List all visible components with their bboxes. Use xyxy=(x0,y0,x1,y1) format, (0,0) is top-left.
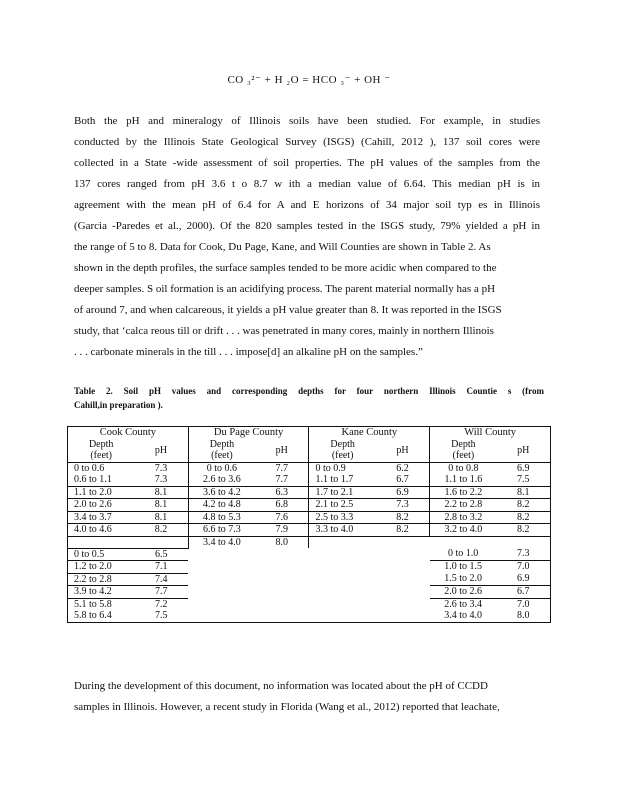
table-row xyxy=(68,586,551,599)
paragraph-line: 137 cores ranged from pH 3.6 t o 8.7 w ith a median value of 6.64. This median pH is in xyxy=(74,178,540,190)
table-cell: 6.5 xyxy=(134,548,188,561)
paragraph-line: study, that ‘calca reous till or drift . . . was penetrated in many cores, mainly in northern Illinois xyxy=(74,325,494,337)
paragraph-line: . . . carbonate minerals in the till . . . impose[d] an alkaline pH on the samples.” xyxy=(74,346,423,358)
table-cell xyxy=(255,573,309,586)
table-cell xyxy=(309,548,376,561)
table-cell: 3.2 to 4.0 xyxy=(430,524,497,537)
paragraph-line: (Garcia -Paredes et al., 2000). Of the 820 samples tested in the ISGS study, 79% yielded a pH in xyxy=(74,220,540,232)
table-cell: 3.6 to 4.2 xyxy=(188,486,255,499)
table-cell xyxy=(188,561,255,574)
county-header-kane: Kane County xyxy=(309,427,430,439)
table-cell: 6.7 xyxy=(497,586,551,599)
table-row xyxy=(68,486,551,499)
table-row xyxy=(68,474,551,486)
county-header-cook: Cook County xyxy=(68,427,189,439)
table-cell: 7.0 xyxy=(497,561,551,574)
paragraph-line: samples in Illinois. However, a recent study in Florida (Wang et al., 2012) reported that leachate, xyxy=(74,701,500,713)
table-cell xyxy=(255,548,309,561)
soil-ph-table xyxy=(67,426,551,623)
table-cell xyxy=(188,586,255,599)
table-cell: 1.1 to 2.0 xyxy=(68,486,135,499)
paragraph-line: deeper samples. S oil formation is an acidifying process. The parent material normally has a pH xyxy=(74,283,496,295)
table-cell: 6.6 to 7.3 xyxy=(188,524,255,537)
table-cell xyxy=(309,586,376,599)
table-row xyxy=(68,499,551,512)
table-cell xyxy=(376,573,430,586)
table-cell: 7.5 xyxy=(497,474,551,486)
paragraph-soil-ph xyxy=(74,111,540,363)
table-cell xyxy=(255,598,309,610)
paragraph-line: Both the pH and mineralogy of Illinois soils have been studied. For example, in studies xyxy=(74,115,540,127)
table-cell: 8.1 xyxy=(134,511,188,524)
table-cell: 1.0 to 1.5 xyxy=(430,561,497,574)
table-cell: 6.7 xyxy=(396,474,409,485)
table-cell: 6.2 xyxy=(376,462,430,474)
table-cell: 8.2 xyxy=(497,511,551,524)
paragraph-line: shown in the depth profiles, the surface samples tended to be more acidic when compared to the xyxy=(74,262,497,274)
table-cell xyxy=(376,536,430,548)
table-cell xyxy=(376,610,430,622)
table-cell: 1.2 to 2.0 xyxy=(68,561,135,574)
ph-header: pH xyxy=(275,444,288,456)
table-row xyxy=(68,573,551,586)
paragraph-line: the range of 5 to 8. Data for Cook, Du Page, Kane, and Will Counties are shown in Table 2. As xyxy=(74,241,491,253)
table-cell: 8.1 xyxy=(134,486,188,499)
table-cell xyxy=(188,610,255,622)
table-cell: 8.1 xyxy=(497,486,551,499)
table-row xyxy=(68,511,551,524)
table-cell: 3.3 to 4.0 xyxy=(309,524,376,537)
depth-header: Depth (feet) xyxy=(68,439,135,463)
table-cell: 3.4 to 4.0 xyxy=(188,536,255,548)
table-cell: 4.8 to 5.3 xyxy=(188,511,255,524)
table-cell: 6.9 xyxy=(497,462,551,474)
chemical-equation: CO ₃²⁻ + H ₂O = HCO ₃⁻ + OH ⁻ xyxy=(227,74,391,86)
table-row xyxy=(68,598,551,610)
table-cell: 2.1 to 2.5 xyxy=(309,499,376,512)
table-cell xyxy=(430,536,497,548)
table-cell xyxy=(309,536,376,548)
table-cell: 2.5 to 3.3 xyxy=(309,511,376,524)
paragraph-line: During the development of this document, no information was located about the pH of CCDD xyxy=(74,680,488,692)
table-cell: 0.6 to 1.1 xyxy=(68,474,135,486)
paragraph-line: of around 7, and when calcareous, it yields a pH value greater than 8. It was reported in the ISGS xyxy=(74,304,502,316)
table-cell xyxy=(188,598,255,610)
table-cell: 2.0 to 2.6 xyxy=(430,586,497,599)
table-cell xyxy=(309,598,376,610)
table-cell: 8.1 xyxy=(154,499,168,510)
table-cell: 8.0 xyxy=(275,536,289,548)
table-cell: 5.8 to 6.4 xyxy=(68,610,135,622)
table-cell xyxy=(255,610,309,622)
table-row xyxy=(68,610,551,622)
table-cell: 7.6 xyxy=(255,511,309,524)
table-cell: 8.0 xyxy=(497,610,551,622)
table-cell: 3.9 to 4.2 xyxy=(68,586,135,599)
county-header-dupage: Du Page County xyxy=(188,427,309,439)
table-cell: 0 to 0.9 xyxy=(309,462,376,474)
table-cell: 7.7 xyxy=(255,462,309,474)
table-cell: 8.2 xyxy=(376,524,430,537)
table-caption xyxy=(74,384,544,412)
table-cell xyxy=(376,561,430,574)
depth-header: Depth (feet) xyxy=(430,439,497,463)
table-cell: 7.3 xyxy=(154,474,168,485)
table-row xyxy=(68,524,551,537)
table-cell xyxy=(309,561,376,574)
table-cell: 8.2 xyxy=(376,511,430,524)
table-cell: 7.3 xyxy=(497,548,551,561)
table-cell: 2.6 to 3.4 xyxy=(444,598,483,610)
table-cell xyxy=(188,548,255,561)
county-header-will: Will County xyxy=(430,427,551,439)
caption-line: Cahill,in preparation ). xyxy=(74,400,163,410)
table-cell: 2.2 to 2.8 xyxy=(68,573,135,586)
table-cell: 8.2 xyxy=(497,524,551,537)
table-cell: 2.6 to 3.6 xyxy=(188,474,255,486)
table-cell xyxy=(188,573,255,586)
table-cell xyxy=(134,536,188,548)
table-cell: 6.9 xyxy=(376,486,430,499)
table-cell xyxy=(68,536,135,548)
table-cell: 2.2 to 2.8 xyxy=(430,499,497,512)
table-cell xyxy=(309,610,376,622)
table-cell xyxy=(376,598,430,610)
depth-header: Depth (feet) xyxy=(188,439,255,463)
table-row xyxy=(68,462,551,474)
table-cell xyxy=(376,548,430,561)
depth-header: Depth (feet) xyxy=(309,439,376,463)
table-cell: 0 to 0.5 xyxy=(68,548,135,561)
table-cell: 5.1 to 5.8 xyxy=(68,598,135,610)
table-cell xyxy=(255,586,309,599)
table-cell: 4.0 to 4.6 xyxy=(68,524,135,537)
table-cell: 0 to 0.6 xyxy=(188,462,255,474)
caption-line: Table 2. Soil pH values and corresponding depths for four northern Illinois Countie s (from xyxy=(74,386,544,396)
table-cell: 7.0 xyxy=(497,598,551,610)
table-cell: 6.8 xyxy=(275,499,289,510)
table-cell: 6.9 xyxy=(497,573,551,586)
table-cell: 0 to 1.0 xyxy=(447,548,479,560)
table-cell: 7.1 xyxy=(134,561,188,574)
table-cell: 0 to 0.8 xyxy=(430,462,497,474)
table-cell: 7.7 xyxy=(275,474,289,485)
table-cell: 1.5 to 2.0 xyxy=(444,573,483,585)
ph-header: pH xyxy=(154,444,168,456)
paragraph-line: conducted by the Illinois State Geological Survey (ISGS) (Cahill, 2012 ), 137 soil cores were xyxy=(74,136,540,148)
table-cell: 7.7 xyxy=(134,586,188,599)
paragraph-line: agreement with the mean pH of 6.4 for A and E horizons of 34 major soil typ es in Illinois xyxy=(74,199,540,211)
table-cell: 2.8 to 3.2 xyxy=(430,511,497,524)
table-cell: 1.6 to 2.2 xyxy=(430,486,497,499)
table-cell: 1.1 to 1.7 xyxy=(309,474,376,486)
table-cell xyxy=(309,573,376,586)
table-cell: 3.4 to 4.0 xyxy=(430,610,497,622)
table-cell: 0 to 0.6 xyxy=(68,462,135,474)
table-row xyxy=(68,548,551,561)
table-cell: 7.3 xyxy=(396,499,409,510)
table-cell: 7.5 xyxy=(134,610,188,622)
table-cell xyxy=(376,586,430,599)
table-cell: 4.2 to 4.8 xyxy=(188,499,255,512)
table-cell: 7.2 xyxy=(134,598,188,610)
table-cell: 3.4 to 3.7 xyxy=(68,511,135,524)
ph-header: pH xyxy=(396,444,409,456)
table-cell: 8.2 xyxy=(134,524,188,537)
table-cell: 8.2 xyxy=(497,499,551,512)
paragraph-line: collected in a State -wide assessment of soil properties. The pH values of the samples from the xyxy=(74,157,540,169)
table-cell: 7.3 xyxy=(134,462,188,474)
table-cell: 7.4 xyxy=(134,573,188,586)
table-cell xyxy=(255,561,309,574)
paragraph-ccdd xyxy=(74,676,540,718)
table-cell: 6.3 xyxy=(255,486,309,499)
table-cell: 2.0 to 2.6 xyxy=(68,499,135,512)
table-cell xyxy=(497,536,551,548)
table-cell: 1.1 to 1.6 xyxy=(430,474,497,486)
table-row xyxy=(68,561,551,574)
ph-header: pH xyxy=(497,439,551,463)
table-cell: 1.7 to 2.1 xyxy=(309,486,376,499)
table-row xyxy=(68,536,551,548)
table-cell: 7.9 xyxy=(255,524,309,537)
